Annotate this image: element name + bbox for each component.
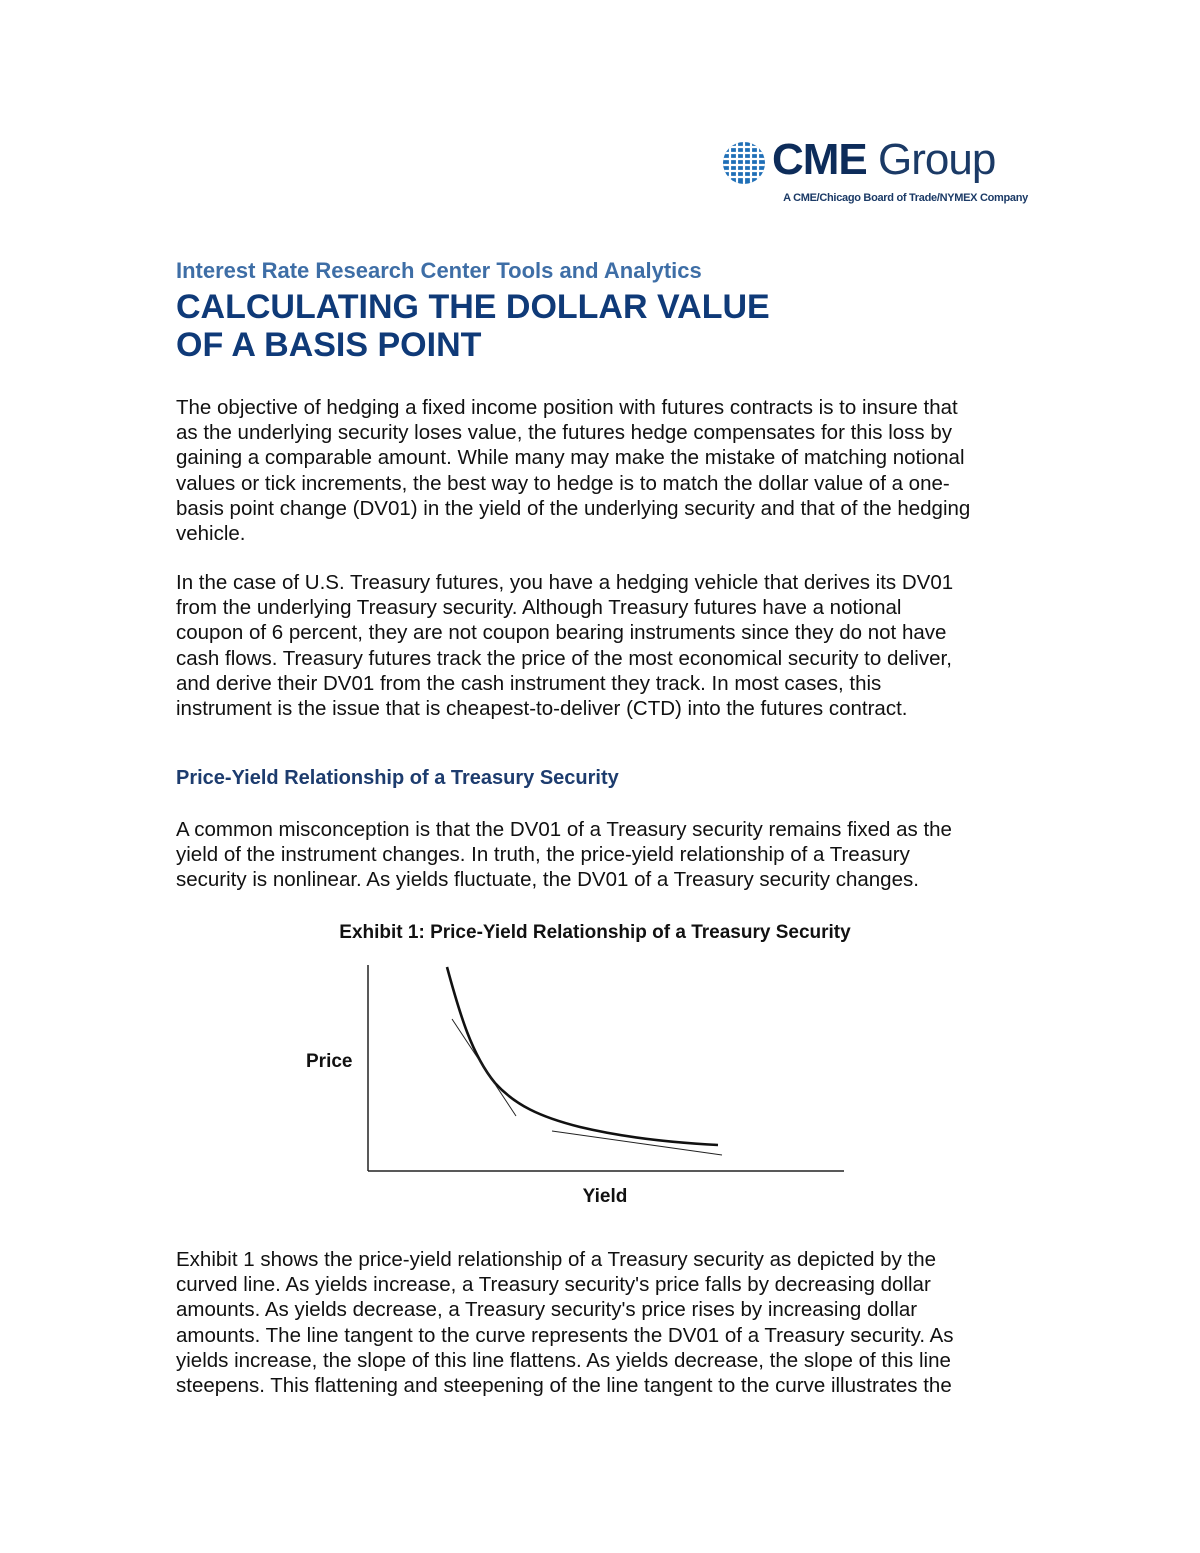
page-title-line-2: OF A BASIS POINT bbox=[176, 326, 482, 364]
paragraph-line: basis point change (DV01) in the yield of the underlying security and that of the hedging bbox=[176, 496, 971, 520]
paragraph-line: and derive their DV01 from the cash instrument they track. In most cases, this bbox=[176, 671, 882, 695]
intro-paragraph bbox=[176, 395, 1036, 546]
logo-brand-bold: CME bbox=[772, 135, 867, 184]
exhibit-title: Exhibit 1: Price-Yield Relationship of a Treasury Security bbox=[339, 922, 851, 943]
price-yield-diagram bbox=[290, 955, 860, 1215]
logo-tagline: A CME/Chicago Board of Trade/NYMEX Company bbox=[783, 192, 1028, 204]
paragraph-line: values or tick increments, the best way to hedge is to match the dollar value of a one- bbox=[176, 471, 950, 495]
cme-group-logo bbox=[722, 135, 1028, 210]
misconception-paragraph bbox=[176, 817, 1036, 893]
paragraph-line: amounts. As yields decrease, a Treasury security's price rises by increasing dollar bbox=[176, 1298, 918, 1322]
paragraph-line: yields increase, the slope of this line flattens. As yields decrease, the slope of this line bbox=[176, 1348, 951, 1372]
paragraph-line: amounts. The line tangent to the curve represents the DV01 of a Treasury security. As bbox=[176, 1323, 954, 1347]
section-heading: Price-Yield Relationship of a Treasury Security bbox=[176, 767, 619, 789]
paragraph-line: instrument is the issue that is cheapest-to-deliver (CTD) into the futures contract. bbox=[176, 697, 908, 721]
paragraph-line: gaining a comparable amount. While many may make the mistake of matching notional bbox=[176, 446, 965, 470]
paragraph-line: In the case of U.S. Treasury futures, you have a hedging vehicle that derives its DV01 bbox=[176, 571, 954, 594]
paragraph-line: as the underlying security loses value, the futures hedge compensates for this loss by bbox=[176, 421, 953, 445]
series-title: Interest Rate Research Center Tools and Analytics bbox=[176, 258, 702, 283]
paragraph-line: coupon of 6 percent, they are not coupon bearing instruments since they do not have bbox=[176, 621, 947, 645]
exhibit-explanation-paragraph bbox=[176, 1247, 1036, 1398]
y-axis-label: Price bbox=[306, 1051, 353, 1072]
paragraph-line: from the underlying Treasury security. Although Treasury futures have a notional bbox=[176, 596, 902, 620]
paragraph-line: security is nonlinear. As yields fluctuate, the DV01 of a Treasury security changes. bbox=[176, 868, 919, 892]
paragraph-line: yield of the instrument changes. In truth, the price-yield relationship of a Treasury bbox=[176, 843, 910, 867]
page-title-line-1: CALCULATING THE DOLLAR VALUE bbox=[176, 288, 770, 326]
paragraph-line: cash flows. Treasury futures track the price of the most economical security to deliver, bbox=[176, 646, 952, 670]
treasury-futures-paragraph bbox=[176, 570, 1036, 721]
tangent-line-steep bbox=[452, 1019, 516, 1116]
logo-brand-light: Group bbox=[878, 135, 996, 184]
paragraph-line: vehicle. bbox=[176, 522, 246, 546]
price-yield-curve bbox=[447, 967, 718, 1145]
paragraph-line: Exhibit 1 shows the price-yield relationship of a Treasury security as depicted by the bbox=[176, 1248, 937, 1271]
paragraph-line: curved line. As yields increase, a Treasury security's price falls by decreasing dollar bbox=[176, 1273, 931, 1297]
page-title bbox=[176, 288, 770, 364]
paragraph-line: steepens. This flattening and steepening of the line tangent to the curve illustrates the bbox=[176, 1374, 952, 1398]
logo-wordmark bbox=[772, 134, 995, 186]
x-axis-label: Yield bbox=[582, 1186, 628, 1207]
globe-icon bbox=[722, 141, 766, 185]
paragraph-line: A common misconception is that the DV01 of a Treasury security remains fixed as the bbox=[176, 818, 952, 841]
paragraph-line: The objective of hedging a fixed income position with futures contracts is to insure that bbox=[176, 396, 958, 419]
